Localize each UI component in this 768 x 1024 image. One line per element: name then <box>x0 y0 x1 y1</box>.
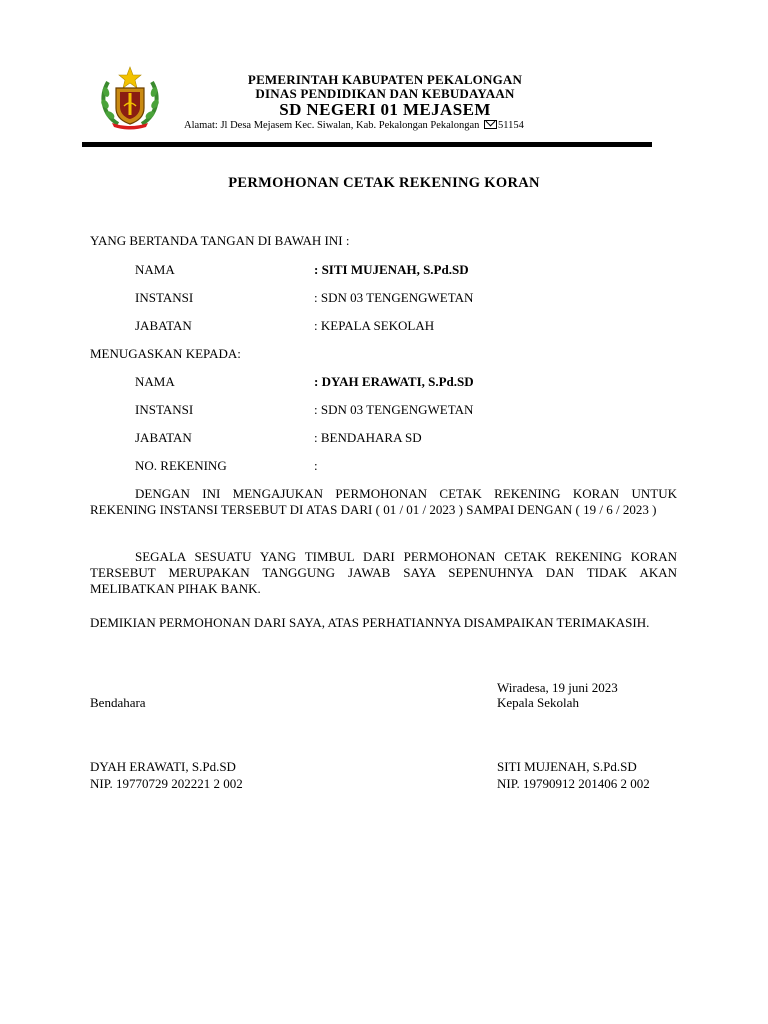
letterhead-divider <box>82 142 652 147</box>
letterhead-school-name: SD NEGERI 01 MEJASEM <box>279 100 491 119</box>
signer-institution-label: INSTANSI <box>135 290 194 305</box>
assign-heading: MENUGASKAN KEPADA: <box>90 346 241 361</box>
letterhead-government-line: PEMERINTAH KABUPATEN PEKALONGAN <box>247 72 523 87</box>
regency-emblem-logo <box>98 66 162 130</box>
assignee-account-value: : <box>314 458 318 473</box>
intro-text: YANG BERTANDA TANGAN DI BAWAH INI : <box>90 233 350 248</box>
signer-position-value: : KEPALA SEKOLAH <box>314 318 435 333</box>
place-date: Wiradesa, 19 juni 2023 <box>497 680 618 695</box>
right-sign-name: SITI MUJENAH, S.Pd.SD <box>497 759 637 774</box>
assignee-account-label: NO. REKENING <box>135 458 227 473</box>
signer-name-value: : SITI MUJENAH, S.Pd.SD <box>314 262 469 277</box>
assignee-position-value: : BENDAHARA SD <box>314 430 422 445</box>
assignee-name-label: NAMA <box>135 374 175 389</box>
signer-name-label: NAMA <box>135 262 175 277</box>
right-sign-role: Kepala Sekolah <box>497 695 579 710</box>
responsibility-paragraph: SEGALA SESUATU YANG TIMBUL DARI PERMOHONAN CETAK REKENING KORAN TERSEBUT MERUPAKAN TANGGUNG JAWAB SAYA SEPENUHNYA DAN TIDAK AKAN MELIBATKAN PIHAK BANK. <box>90 549 677 596</box>
document-title: PERMOHONAN CETAK REKENING KORAN <box>228 175 540 191</box>
letterhead-department-line: DINAS PENDIDIKAN DAN KEBUDAYAAN <box>255 86 515 101</box>
postal-code: 51154 <box>498 120 524 131</box>
left-sign-role: Bendahara <box>90 695 146 710</box>
assignee-name-value: : DYAH ERAWATI, S.Pd.SD <box>314 374 474 389</box>
request-paragraph: DENGAN INI MENGAJUKAN PERMOHONAN CETAK REKENING KORAN UNTUK REKENING INSTANSI TERSEBUT DI ATAS DARI ( 01 / 01 / 2023 ) SAMPAI DENGAN ( 19 / 6 / 2023 ) <box>90 486 677 517</box>
envelope-icon <box>484 120 497 129</box>
address-text: Alamat: Jl Desa Mejasem Kec. Siwalan, Kab. Pekalongan Pekalongan <box>184 120 480 131</box>
left-sign-name: DYAH ERAWATI, S.Pd.SD <box>90 759 236 774</box>
left-sign-nip: NIP. 19770729 202221 2 002 <box>90 776 243 791</box>
assignee-position-label: JABATAN <box>135 430 192 445</box>
assignee-institution-value: : SDN 03 TENGENGWETAN <box>314 402 474 417</box>
signer-position-label: JABATAN <box>135 318 192 333</box>
closing-paragraph: DEMIKIAN PERMOHONAN DARI SAYA, ATAS PERHATIANNYA DISAMPAIKAN TERIMAKASIH. <box>90 615 650 630</box>
signer-institution-value: : SDN 03 TENGENGWETAN <box>314 290 474 305</box>
letterhead-address <box>184 120 524 131</box>
assignee-institution-label: INSTANSI <box>135 402 194 417</box>
right-sign-nip: NIP. 19790912 201406 2 002 <box>497 776 650 791</box>
